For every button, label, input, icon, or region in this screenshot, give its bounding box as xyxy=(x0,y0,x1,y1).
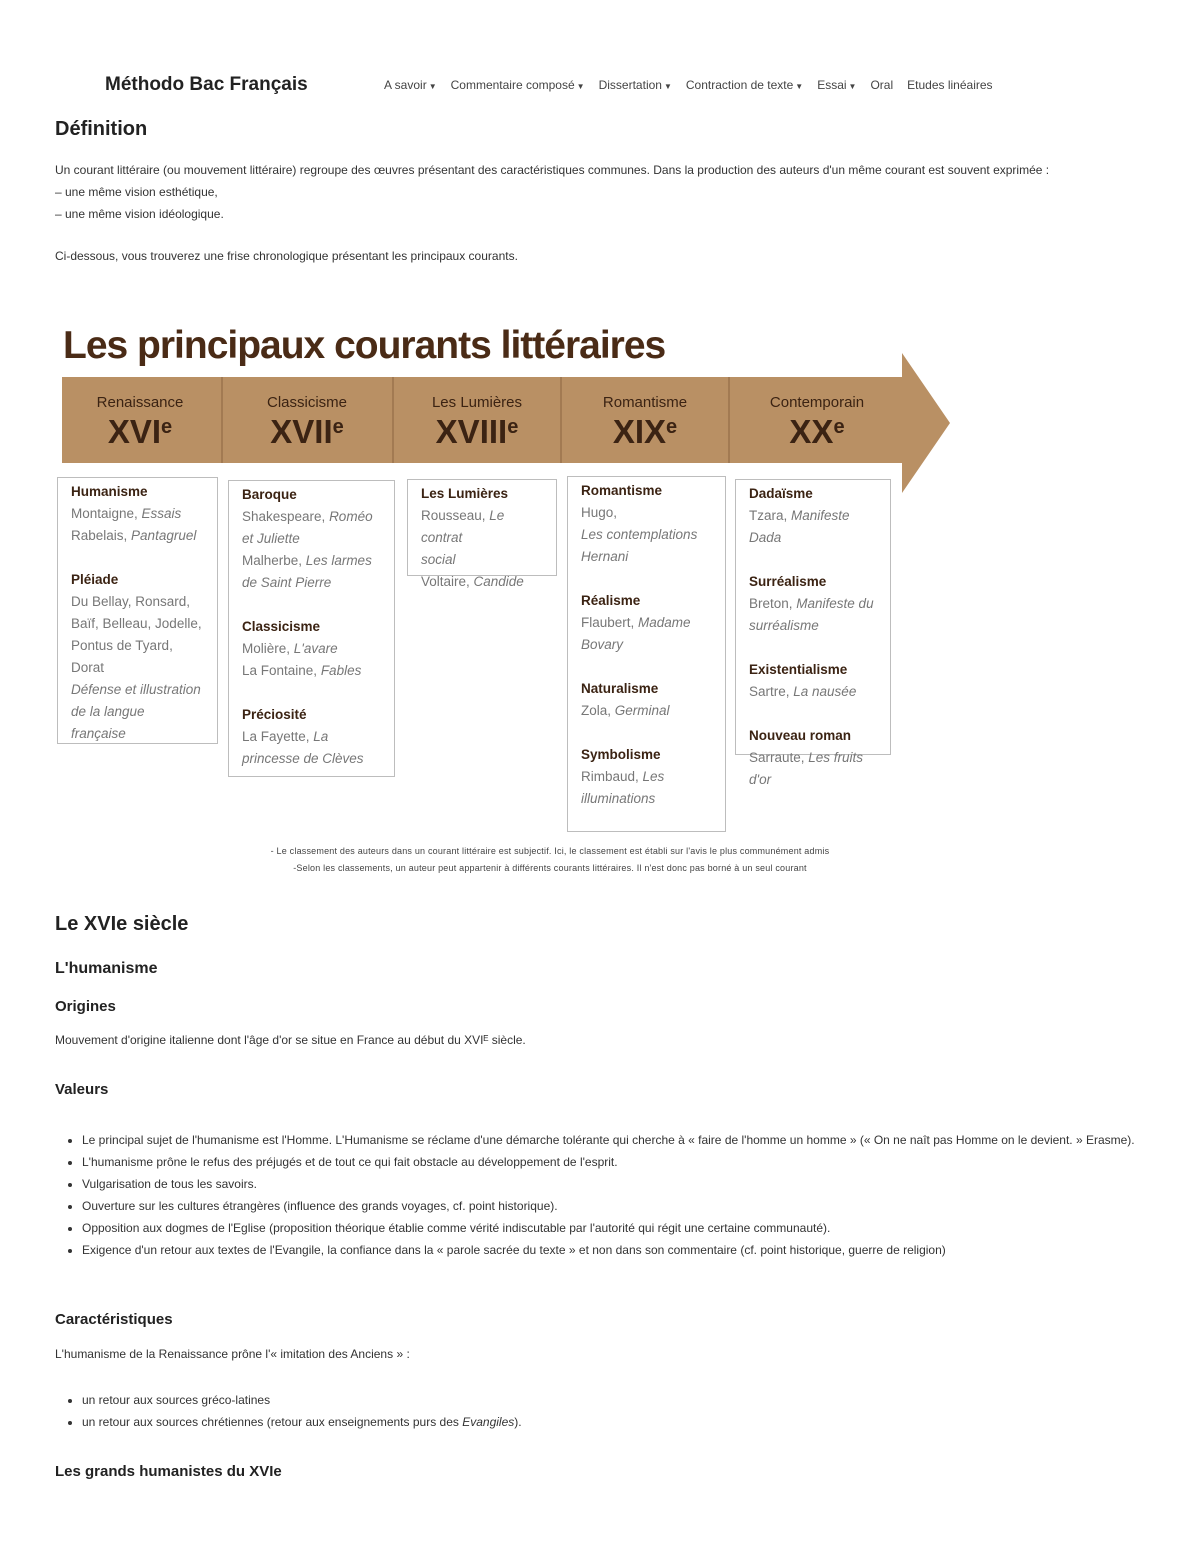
list-item: • un retour aux sources gréco-latines xyxy=(82,1389,1172,1411)
list-item: • Exigence d'un retour aux textes de l'Evangile, la confiance dans la « parole sacrée du texte » et non dans son commentaire (cf. point historique, guerre de religion) xyxy=(82,1239,1172,1261)
era-century: XVIIIe xyxy=(435,413,519,450)
nav-item[interactable] xyxy=(599,78,672,92)
era-name: Classicisme xyxy=(266,394,347,411)
subheading-humanisme: L'humanisme xyxy=(55,960,158,977)
movement-name: Nouveau roman xyxy=(749,728,852,743)
era-century: XXe xyxy=(789,413,845,450)
era-name: Romantisme xyxy=(602,394,688,411)
movement-name: Baroque xyxy=(242,487,297,502)
movement-name: Surréalisme xyxy=(749,574,827,589)
movement-name: Les Lumières xyxy=(421,486,509,501)
movement-name: Préciosité xyxy=(242,707,307,722)
movement-box-xviii: Les Lumières Rousseau, Le contrat social Voltaire, Candide xyxy=(407,479,557,576)
era-name: Les Lumières xyxy=(431,394,523,411)
caracteristiques-text: L'humanisme de la Renaissance prône l'« imitation des Anciens » : xyxy=(55,1347,410,1361)
timeline-intro: Ci-dessous, vous trouverez une frise chronologique présentant les principaux courants. xyxy=(55,249,518,263)
section-heading-xvi: Le XVIe siècle xyxy=(55,913,189,935)
definition-item: – une même vision esthétique, xyxy=(55,185,218,199)
movement-box-xvii: Baroque Shakespeare, Roméo et Juliette Malherbe, Les larmes de Saint Pierre Classicisme Molière, L'avare La Fontaine, Fables Préciosité La Fayette, La princesse de Clèves xyxy=(228,480,395,777)
heading-grands-humanistes: Les grands humanistes du XVIe xyxy=(55,1463,282,1480)
definition-section xyxy=(55,118,1155,267)
caracteristiques-list xyxy=(55,1389,1172,1433)
era-century: XIXe xyxy=(612,413,678,450)
list-item: • Opposition aux dogmes de l'Eglise (proposition théorique établie comme vérité indiscutable par l'autorité qui régit une certaine communauté). xyxy=(82,1217,1172,1239)
definition-paragraph: Un courant littéraire (ou mouvement littéraire) regroupe des œuvres présentant des caractéristiques communes. Dans la production des auteurs d'un même courant est souvent exprimée : xyxy=(55,163,1050,177)
main-nav xyxy=(384,78,993,92)
list-item: • Ouverture sur les cultures étrangères (influence des grands voyages, cf. point historique). xyxy=(82,1195,1172,1217)
list-item: • Vulgarisation de tous les savoirs. xyxy=(82,1173,1172,1195)
movement-name: Pléiade xyxy=(71,572,119,587)
era-renaissance xyxy=(62,394,218,451)
nav-item-label: Oral xyxy=(870,78,894,92)
site-title[interactable]: Méthodo Bac Français xyxy=(105,74,308,95)
chevron-down-icon: ▼ xyxy=(663,82,672,91)
era-contemporain xyxy=(729,394,905,451)
era-century: XVIIe xyxy=(270,413,344,450)
nav-item-label: Dissertation xyxy=(598,78,662,92)
movement-name: Romantisme xyxy=(581,483,663,498)
chevron-down-icon: ▼ xyxy=(848,82,857,91)
valeurs-list xyxy=(55,1129,1172,1261)
chevron-down-icon: ▼ xyxy=(795,82,804,91)
infographic-title: Les principaux courants littéraires xyxy=(63,324,666,367)
movement-box-xx: Dadaïsme Tzara, Manifeste Dada Surréalisme Breton, Manifeste du surréalisme Existentialisme Sartre, La nausée Nouveau roman Sarraute, Les fruits d'or xyxy=(735,479,891,755)
timeline-infographic xyxy=(55,318,955,878)
nav-item-label: Commentaire composé xyxy=(450,78,575,92)
nav-item[interactable] xyxy=(686,78,803,92)
nav-item[interactable] xyxy=(817,78,856,92)
movement-name: Dadaïsme xyxy=(749,486,813,501)
movement-box-xvi: Humanisme Montaigne, Essais Rabelais, Pantagruel Pléiade Du Bellay, Ronsard, Baïf, Belleau, Jodelle, Pontus de Tyard, Dorat Défense et illustration de la langue française xyxy=(57,477,218,744)
list-item: • Le principal sujet de l'humanisme est l'Homme. L'Humanisme se réclame d'une démarche tolérante qui cherche à « faire de l'homme un homme » (« On ne naît pas Homme on le devient. » Erasme). xyxy=(82,1129,1172,1151)
origines-text: Mouvement d'origine italienne dont l'âge d'or se situe en France au début du XVIᴱ siècle. xyxy=(55,1033,526,1047)
nav-item-label: A savoir xyxy=(384,78,427,92)
nav-item[interactable] xyxy=(451,78,585,92)
era-lumieres xyxy=(393,394,561,451)
era-name: Contemporain xyxy=(769,394,865,411)
nav-item[interactable] xyxy=(907,78,992,92)
movement-name: Humanisme xyxy=(71,484,148,499)
nav-item-label: Essai xyxy=(817,78,847,92)
nav-item-label: Contraction de texte xyxy=(685,78,794,92)
list-item: • L'humanisme prône le refus des préjugés et de tout ce qui fait obstacle au développement de l'esprit. xyxy=(82,1151,1172,1173)
movement-name: Existentialisme xyxy=(749,662,848,677)
nav-item[interactable] xyxy=(384,78,437,92)
list-item: • un retour aux sources chrétiennes (retour aux enseignements purs des Evangiles). xyxy=(82,1411,1172,1433)
movement-name: Classicisme xyxy=(242,619,321,634)
era-classicisme xyxy=(222,394,392,451)
era-romantisme xyxy=(561,394,729,451)
movement-name: Réalisme xyxy=(581,593,641,608)
era-century: XVIe xyxy=(107,413,173,450)
movement-name: Symbolisme xyxy=(581,747,661,762)
infographic-note: -Selon les classements, un auteur peut appartenir à différents courants littéraires. Il n'est donc pas borné à un seul courant xyxy=(293,863,807,873)
movement-box-xix: Romantisme Hugo, Les contemplations Hernani Réalisme Flaubert, Madame Bovary Naturalisme Zola, Germinal Symbolisme Rimbaud, Les illuminations xyxy=(567,476,726,832)
definition-item: – une même vision idéologique. xyxy=(55,207,224,221)
infographic-note: - Le classement des auteurs dans un courant littéraire est subjectif. Ici, le classement est établi sur l'avis le plus communément admis xyxy=(270,846,830,856)
heading-valeurs: Valeurs xyxy=(55,1081,109,1098)
heading-origines: Origines xyxy=(55,998,116,1015)
heading-caracteristiques: Caractéristiques xyxy=(55,1311,173,1328)
movement-name: Naturalisme xyxy=(581,681,659,696)
chevron-down-icon: ▼ xyxy=(576,82,585,91)
nav-item-label: Etudes linéaires xyxy=(907,78,993,92)
definition-heading: Définition xyxy=(55,118,148,140)
chevron-down-icon: ▼ xyxy=(428,82,437,91)
nav-item[interactable] xyxy=(870,78,893,92)
era-name: Renaissance xyxy=(96,394,184,411)
